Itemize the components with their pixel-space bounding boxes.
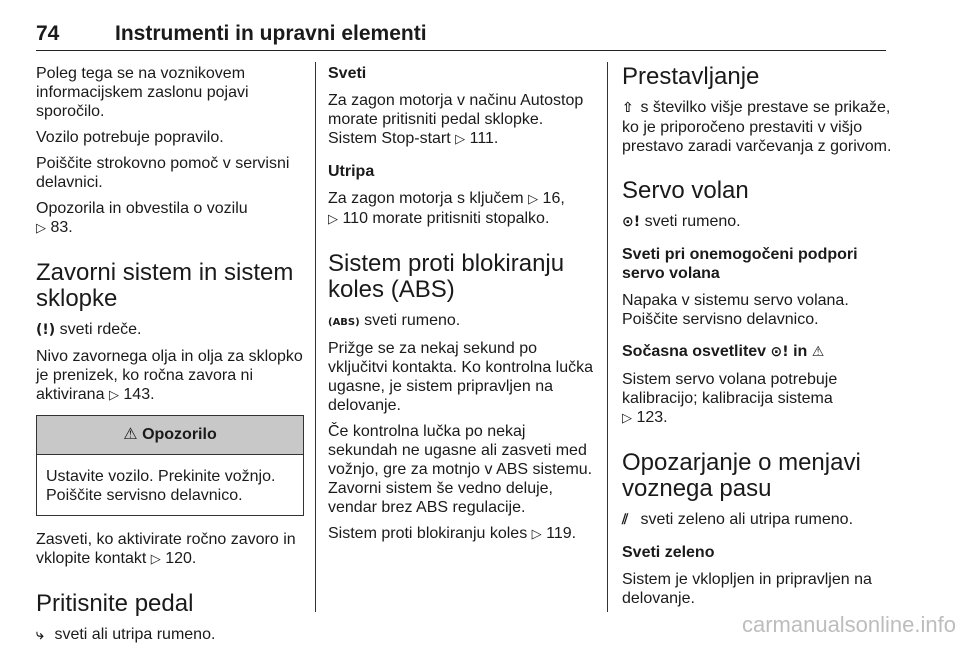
steering-warning-icon: ⊙! (770, 344, 789, 360)
ref-arrow-icon: ▷ (108, 388, 119, 403)
ref-arrow-icon: ▷ (622, 411, 632, 426)
column-3 (622, 64, 892, 615)
steering-warning-icon: ⊙! (622, 214, 641, 230)
heading-gear-shift: Prestavljanje (622, 63, 760, 90)
column-divider-2 (607, 62, 608, 612)
column-1 (36, 64, 304, 652)
ref-arrow-icon: ▷ (531, 527, 542, 542)
abs-status: sveti rumeno. (364, 312, 461, 329)
page-number: 74 (36, 22, 60, 45)
brake-ref-page[interactable]: 143. (123, 386, 155, 403)
servo-status: sveti rumeno. (644, 213, 741, 230)
brake-status-line (36, 320, 304, 340)
paragraph-warnings-ref (36, 199, 304, 238)
ref-arrow-icon: ▷ (36, 221, 46, 236)
heading-green-light: Sveti zeleno (622, 544, 715, 561)
heading-press-pedal: Pritisnite pedal (36, 590, 194, 617)
sveti-description-text: Za zagon motorja v načinu Autostop morate pritisniti pedal sklopke. Sistem Stop-start (328, 92, 584, 147)
clutch-pedal-icon: ⤷ (36, 627, 44, 643)
heading-sveti: Sveti (328, 65, 367, 82)
warning-box (36, 415, 304, 516)
warnings-ref-page[interactable]: 83. (50, 219, 73, 236)
lane-departure-icon: ⫽ (622, 512, 629, 528)
column-2 (328, 64, 596, 551)
heading-brake-system: Zavorni sistem in sistem sklopke (36, 259, 294, 312)
heading-lane-departure: Opozarjanje o menjavi voznega pasu (622, 449, 861, 502)
parking-brake-note (36, 530, 304, 569)
abs-ref-text: Sistem proti blokiranju koles (328, 525, 528, 542)
utripa-description-end: morate pritisniti stopalko. (372, 210, 550, 227)
utripa-description (328, 189, 596, 229)
sveti-description (328, 91, 596, 149)
utripa-ref-page-2[interactable]: 110 (342, 210, 368, 227)
heading-abs: Sistem proti blokiranju koles (ABS) (328, 250, 565, 303)
paragraph-repair: Vozilo potrebuje popravilo. (36, 129, 224, 146)
parking-ref-page[interactable]: 120. (165, 550, 197, 567)
heading-utripa: Utripa (328, 163, 375, 180)
brake-description (36, 347, 304, 405)
calibration-ref-page[interactable]: 123. (636, 409, 668, 426)
page-header (36, 22, 886, 51)
simultaneous-lights-and: in (793, 343, 808, 360)
warning-box-body: Ustavite vozilo. Prekinite vožnjo. Poiščite servisno delavnico. (46, 468, 276, 504)
ref-arrow-icon: ▷ (150, 552, 161, 567)
abs-paragraph-1: Prižge se za nekaj sekund po vključitvi kontakta. Ko kontrolna lučka ugasne, je sistem pripravljen na delovanje. (328, 340, 594, 414)
simultaneous-lights-text: Sočasna osvetlitev (622, 343, 767, 360)
ref-arrow-icon: ▷ (528, 192, 539, 207)
heading-power-steering: Servo volan (622, 177, 749, 204)
warning-box-header (37, 416, 303, 455)
paragraph-message: Poleg tega se na voznikovem informacijskem zaslonu pojavi sporočilo. (36, 65, 249, 120)
gear-shift-description (622, 98, 892, 156)
watermark: carmanualsonline.info (741, 612, 956, 637)
abs-paragraph-2: Če kontrolna lučka po nekaj sekundah ne ugasne ali zasveti med vožnjo, gre za motnjo v ABS sistemu. Zavorni sistem še vedno deluje, vendar brez ABS regulacije. (328, 423, 593, 516)
brake-status: sveti rdeče. (59, 321, 142, 338)
warnings-ref-text: Opozorila in obvestila o vozilu (36, 200, 248, 217)
shift-up-icon: ⇧ (622, 100, 634, 116)
utripa-ref-page-1[interactable]: 16, (542, 190, 565, 207)
green-light-description: Sistem je vklopljen in pripravljen na delovanje. (622, 571, 872, 607)
abs-status-line (328, 311, 596, 332)
heading-servo-disabled: Sveti pri onemogočeni podpori servo volana (622, 246, 858, 282)
servo-disabled-description: Napaka v sistemu servo volana. Poiščite servisno delavnico. (622, 292, 849, 328)
abs-ref-page[interactable]: 119. (546, 525, 577, 542)
abs-icon: (ABS) (328, 317, 360, 328)
heading-simultaneous-lights (622, 342, 892, 362)
column-divider-1 (315, 62, 316, 612)
lane-status: sveti zeleno ali utripa rumeno. (640, 511, 854, 528)
warning-triangle-icon: ⚠ (123, 426, 138, 443)
parking-brake-text: Zasveti, ko aktivirate ročno zavoro in vklopite kontakt (36, 531, 296, 567)
brake-warning-icon: (!) (36, 322, 56, 338)
ref-arrow-icon: ▷ (455, 132, 466, 147)
utripa-description-text: Za zagon motorja s ključem (328, 190, 524, 207)
page-title: Instrumenti in upravni elementi (115, 22, 427, 45)
brake-description-text: Nivo zavornega olja in olja za sklopko je prenizek, ko ročna zavora ni aktivirana (36, 348, 303, 403)
pedal-status-line (36, 625, 304, 645)
sveti-ref-page[interactable]: 111. (469, 130, 499, 147)
pedal-status: sveti ali utripa rumeno. (54, 626, 216, 643)
lane-status-line (622, 510, 892, 530)
ref-arrow-icon: ▷ (328, 212, 338, 227)
warning-title: Opozorilo (142, 426, 217, 443)
paragraph-service: Poiščite strokovno pomoč v servisni delavnici. (36, 155, 290, 191)
gear-shift-text: s številko višje prestave se prikaže, ko je priporočeno prestaviti v višjo prestavo zaradi varčevanja z gorivom. (622, 99, 892, 155)
calibration-text: Sistem servo volana potrebuje kalibracijo; kalibracija sistema (622, 371, 838, 407)
abs-paragraph-3 (328, 524, 596, 544)
service-vehicle-icon: ⚠ (811, 344, 825, 360)
calibration-description (622, 370, 892, 428)
servo-status-line (622, 212, 892, 232)
